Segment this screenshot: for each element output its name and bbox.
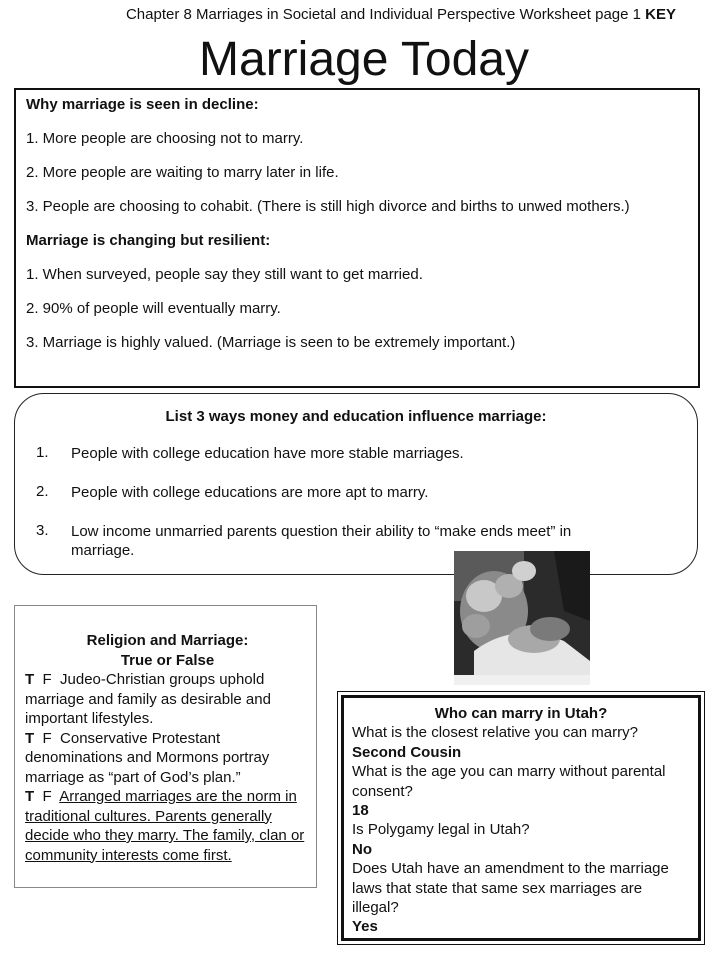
resilient-item: 3. Marriage is highly valued. (Marriage is seen to be extremely important.) <box>26 334 516 351</box>
true-marker: T <box>25 729 35 747</box>
utah-question: What is the age you can marry without parental consent? <box>352 763 666 800</box>
list-item <box>15 522 697 560</box>
list-item <box>15 483 697 502</box>
wedding-hands-photo <box>454 551 590 685</box>
list-number: 1. <box>36 444 49 461</box>
religion-subtitle: True or False <box>120 651 215 669</box>
resilient-heading: Marriage is changing but resilient: <box>26 232 271 249</box>
list-number: 2. <box>36 483 49 500</box>
decline-item: 2. More people are waiting to marry later in life. <box>26 164 339 181</box>
true-marker: T <box>25 788 35 805</box>
list-text: Low income unmarried parents question their ability to “make ends meet” in marriage. <box>71 523 572 559</box>
statement-text: Arranged marriages are the norm in traditional cultures. Parents generally decide who they marry. The family, clan or community interests come first. <box>25 788 305 864</box>
utah-answer: 18 <box>352 802 369 820</box>
header-text: Chapter 8 Marriages in Societal and Individual Perspective Worksheet page 1 <box>125 6 641 23</box>
false-marker: F <box>42 671 52 688</box>
decline-heading: Why marriage is seen in decline: <box>26 96 259 113</box>
false-marker: F <box>42 729 52 747</box>
tf-statement <box>25 670 310 729</box>
false-marker: F <box>42 788 52 805</box>
utah-box <box>337 691 705 945</box>
page-title: Marriage Today <box>199 33 529 86</box>
money-heading: List 3 ways money and education influence marriage: <box>165 408 547 425</box>
resilient-item: 2. 90% of people will eventually marry. <box>26 300 281 317</box>
religion-title: Religion and Marriage: <box>86 632 249 649</box>
list-text: People with college educations are more apt to marry. <box>71 484 429 501</box>
utah-answer: No <box>352 840 372 858</box>
statement-text: Conservative Protestant denominations and Mormons portray marriage as “part of God’s plan.” <box>25 729 270 786</box>
decline-resilient-box <box>14 88 700 388</box>
resilient-item: 1. When surveyed, people say they still want to get married. <box>26 266 423 283</box>
utah-question: What is the closest relative you can marry? <box>352 724 638 742</box>
wedding-photo-graphic <box>454 551 590 685</box>
utah-inner <box>341 695 701 941</box>
decline-item: 3. People are choosing to cohabit. (There is still high divorce and births to unwed mothers.) <box>26 198 630 215</box>
true-marker: T <box>25 671 35 688</box>
list-item <box>15 444 697 463</box>
money-list <box>15 444 697 560</box>
utah-title: Who can marry in Utah? <box>434 705 608 722</box>
list-number: 3. <box>36 522 49 539</box>
statement-text: Judeo-Christian groups uphold marriage and family as desirable and important lifestyles. <box>25 671 271 727</box>
worksheet-header <box>0 6 728 23</box>
utah-answer: Yes <box>352 918 378 936</box>
list-text: People with college education have more stable marriages. <box>71 445 464 462</box>
utah-answer: Second Cousin <box>352 743 462 761</box>
money-education-box <box>14 393 698 575</box>
utah-question: Does Utah have an amendment to the marriage laws that state that same sex marriages are illegal? <box>352 860 669 917</box>
header-key: KEY <box>645 6 676 23</box>
tf-statement <box>25 729 310 788</box>
tf-statement <box>25 787 310 865</box>
decline-item: 1. More people are choosing not to marry. <box>26 130 304 147</box>
utah-question: Is Polygamy legal in Utah? <box>352 821 530 839</box>
religion-box <box>14 605 317 888</box>
